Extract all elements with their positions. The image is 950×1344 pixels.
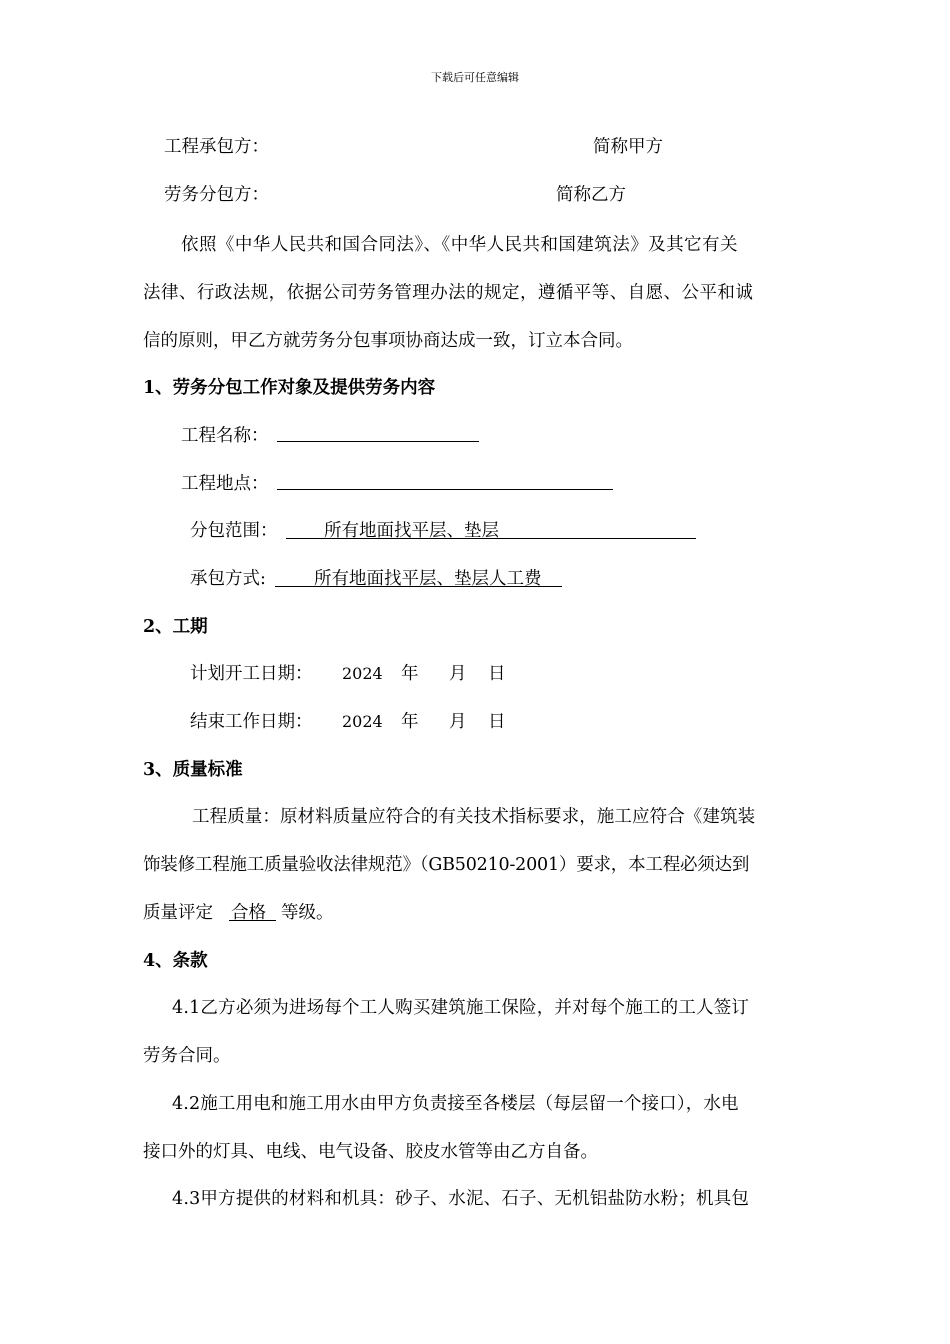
intro-line-1: 依照《中华人民共和国合同法》、《中华人民共和国建筑法》及其它有关 [181, 235, 738, 255]
clause-4-2-line-2: 接口外的灯具、电线、电气设备、胶皮水管等由乙方自备。 [143, 1142, 598, 1162]
start-year-unit: 年 [401, 664, 419, 684]
contractor-label: 工程承包方： [164, 137, 269, 157]
end-month-unit: 月 [449, 712, 467, 732]
subcontractor-short-name: 简称乙方 [556, 185, 626, 205]
project-name-label: 工程名称： [181, 426, 269, 446]
method-label: 承包方式: [190, 569, 266, 589]
project-site-label: 工程地点： [181, 474, 269, 494]
quality-rating-value: 合格 [231, 903, 266, 923]
clause-4-1-line-2: 劳务合同。 [143, 1046, 231, 1066]
clause-4-1-line-1: 4.1乙方必须为进场每个工人购买建筑施工保险，并对每个施工的工人签订 [172, 998, 750, 1018]
section-1-title: 1、劳务分包工作对象及提供劳务内容 [143, 378, 436, 398]
page-header: 下载后可任意编辑 [431, 71, 519, 84]
contractor-short-name: 简称甲方 [593, 137, 663, 157]
quality-rating-prefix: 质量评定 [143, 903, 213, 923]
quality-line-1: 工程质量：原材料质量应符合的有关技术指标要求，施工应符合《建筑装 [192, 807, 756, 827]
end-date-label: 结束工作日期： [190, 712, 313, 732]
section-3-title: 3、质量标准 [143, 760, 243, 780]
start-day-unit: 日 [488, 664, 506, 684]
subcontractor-label: 劳务分包方： [164, 185, 269, 205]
project-name-blank [277, 441, 479, 442]
quality-rating-suffix: 等级。 [281, 903, 334, 923]
end-day-unit: 日 [488, 712, 506, 732]
intro-line-3: 信的原则，甲乙方就劳务分包事项协商达成一致，订立本合同。 [143, 331, 633, 351]
clause-4-2-line-1: 4.2施工用电和施工用水由甲方负责接至各楼层（每层留一个接口），水电 [172, 1094, 739, 1114]
section-2-title: 2、工期 [143, 617, 208, 637]
start-month-unit: 月 [449, 664, 467, 684]
scope-label: 分包范围： [190, 521, 278, 541]
end-year-unit: 年 [401, 712, 419, 732]
method-value: 所有地面找平层、垫层人工费 [314, 569, 542, 589]
section-4-title: 4、条款 [143, 951, 208, 971]
quality-line-2: 饰装修工程施工质量验收法律规范》（GB50210-2001）要求，本工程必须达到 [143, 855, 750, 875]
intro-line-2: 法律、行政法规，依据公司劳务管理办法的规定，遵循平等、自愿、公平和诚 [143, 283, 754, 303]
clause-4-3-line-1: 4.3甲方提供的材料和机具：砂子、水泥、石子、无机铝盐防水粉；机具包 [172, 1189, 750, 1209]
scope-value: 所有地面找平层、垫层 [324, 521, 499, 541]
start-date-label: 计划开工日期： [190, 664, 313, 684]
end-year: 2024 [342, 712, 383, 731]
start-year: 2024 [342, 664, 383, 683]
project-site-blank [277, 489, 613, 490]
